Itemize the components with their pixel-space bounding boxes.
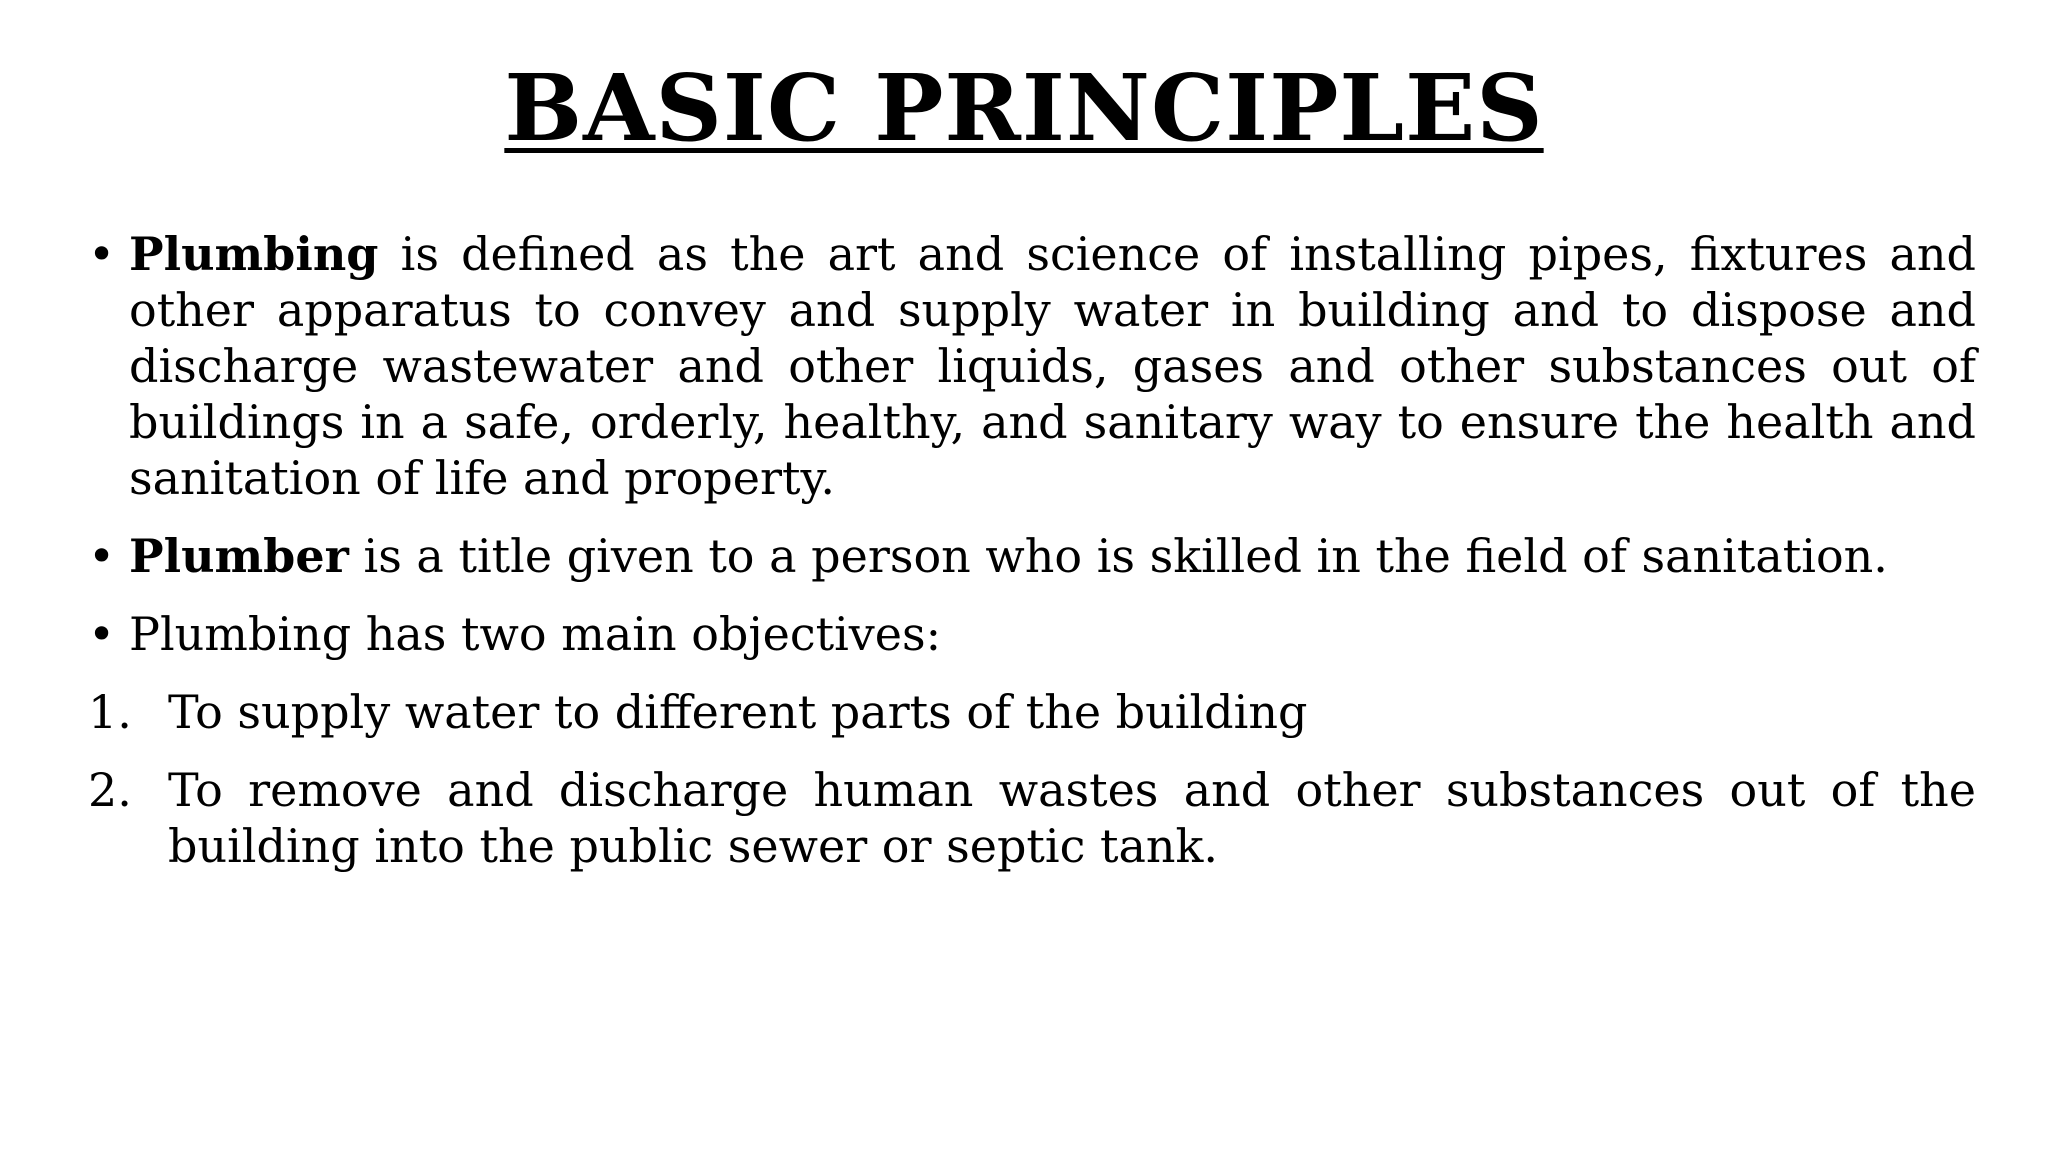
plumber-definition-text: is a title given to a person who is skilled in the field of sanitation.: [348, 529, 1888, 583]
bullet-marker: •: [88, 607, 116, 661]
objective-text: To supply water to different parts of the building: [168, 685, 1308, 739]
objective-item-1: [88, 684, 1976, 740]
bullet-marker: •: [88, 529, 116, 583]
list-number: 2.: [88, 763, 132, 817]
list-number: 1.: [88, 685, 132, 739]
term-plumber: Plumber: [129, 529, 349, 583]
bullet-objectives-intro: [88, 606, 1976, 662]
objectives-intro-text: Plumbing has two main objectives:: [129, 607, 942, 661]
plumbing-definition-text: is defined as the art and science of installing pipes, fixtures and other apparatus to convey and supply water in building and to dispose and discharge wastewater and other liquids, gases and other substances out of buildings in a safe, orderly, healthy, and sanitary way to ensure the health and sanitation of life and property.: [129, 227, 1976, 505]
slide-title-container: [0, 54, 2048, 162]
slide-content: [88, 226, 1976, 896]
bullet-plumber-definition: [88, 528, 1976, 584]
bullet-plumbing-definition: [88, 226, 1976, 506]
term-plumbing: Plumbing: [129, 227, 379, 281]
objective-item-2: [88, 762, 1976, 874]
slide-title: BASIC PRINCIPLES: [504, 54, 1544, 162]
objective-text: To remove and discharge human wastes and other substances out of the building into the public sewer or septic tank.: [168, 763, 1976, 873]
bullet-marker: •: [88, 227, 116, 281]
